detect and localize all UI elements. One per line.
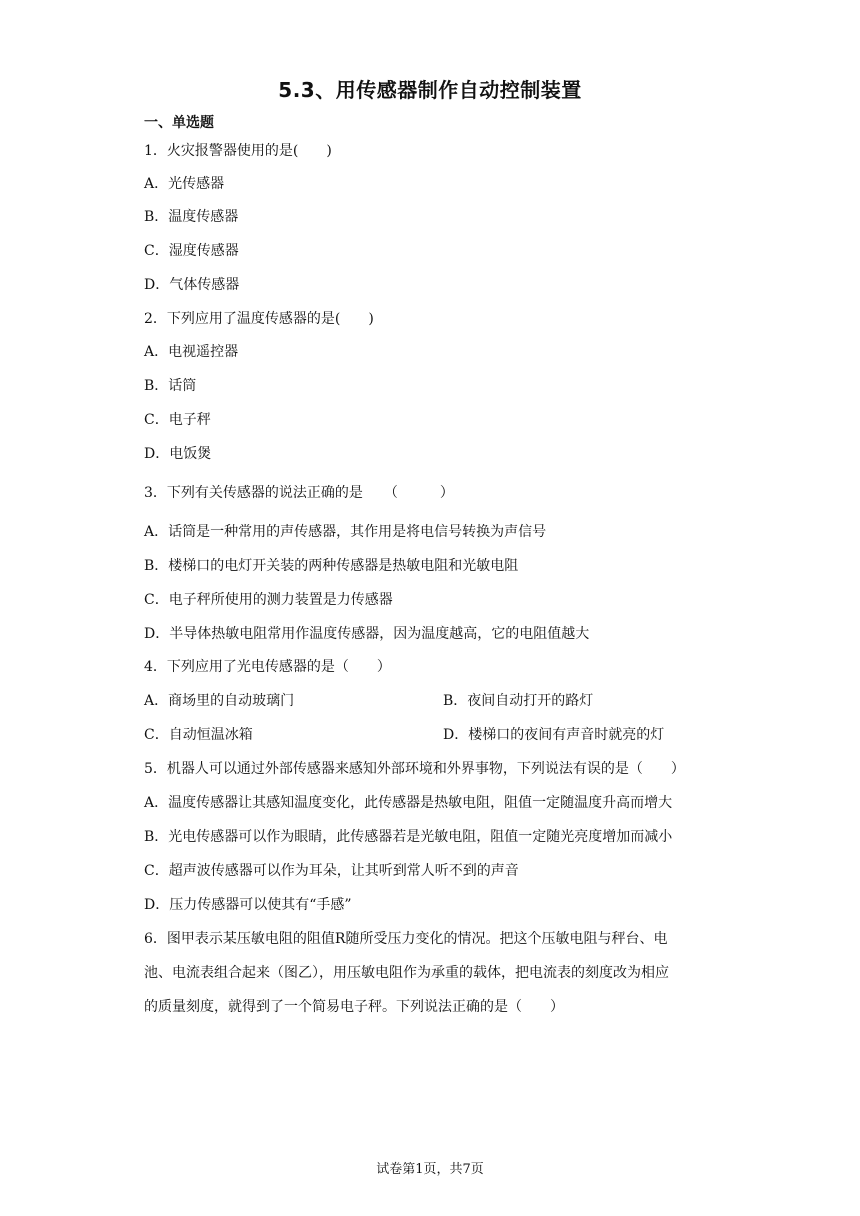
q2-option-b: B．话筒 [144,378,197,394]
q2-option-c: C．电子秤 [144,412,211,428]
q5-option-b: B．光电传感器可以作为眼睛，此传感器若是光敏电阻，阻值一定随光亮度增加而减小 [144,829,673,845]
q6-line-2: 池、电流表组合起来（图乙），用压敏电阻作为承重的载体，把电流表的刻度改为相应 [144,965,669,981]
q2-option-a: A．电视遥控器 [144,344,239,360]
q1-option-c: C．湿度传感器 [144,243,239,259]
q6-line-3: 的质量刻度，就得到了一个简易电子秤。下列说法正确的是（ ） [144,999,564,1015]
q1-option-d: D．气体传感器 [144,277,240,293]
section-heading: 一、单选题 [144,115,214,131]
q1-option-b: B．温度传感器 [144,209,239,225]
q2-option-d: D．电饭煲 [144,446,212,462]
q3-stem: 3．下列有关传感器的说法正确的是 （ ） [144,485,454,501]
q5-option-d: D．压力传感器可以使其有“手感” [144,897,352,913]
q3-option-d: D．半导体热敏电阻常用作温度传感器，因为温度越高，它的电阻值越大 [144,626,590,642]
q2-stem: 2．下列应用了温度传感器的是( ) [144,311,374,327]
q6-line-1: 6．图甲表示某压敏电阻的阻值R随所受压力变化的情况。把这个压敏电阻与秤台、电 [144,931,668,947]
q4-option-b: B．夜间自动打开的路灯 [443,693,594,709]
q1-stem: 1．火灾报警器使用的是( ) [144,143,332,159]
q5-option-c: C．超声波传感器可以作为耳朵，让其听到常人听不到的声音 [144,863,519,879]
q5-option-a: A．温度传感器让其感知温度变化，此传感器是热敏电阻，阻值一定随温度升高而增大 [144,795,673,811]
q3-option-c: C．电子秤所使用的测力装置是力传感器 [144,592,393,608]
q4-stem: 4．下列应用了光电传感器的是（ ） [144,659,391,675]
q4-option-d: D．楼梯口的夜间有声音时就亮的灯 [443,727,665,743]
q1-option-a: A．光传感器 [144,176,225,192]
q5-stem: 5．机器人可以通过外部传感器来感知外部环境和外界事物，下列说法有误的是（ ） [144,761,685,777]
q4-option-a: A．商场里的自动玻璃门 [144,693,295,709]
page-footer: 试卷第1页，共7页 [376,1162,484,1177]
q3-option-a: A．话筒是一种常用的声传感器，其作用是将电信号转换为声信号 [144,524,547,540]
q3-option-b: B．楼梯口的电灯开关装的两种传感器是热敏电阻和光敏电阻 [144,558,519,574]
page-title: 5.3、用传感器制作自动控制装置 [278,78,582,102]
q4-option-c: C．自动恒温冰箱 [144,727,253,743]
